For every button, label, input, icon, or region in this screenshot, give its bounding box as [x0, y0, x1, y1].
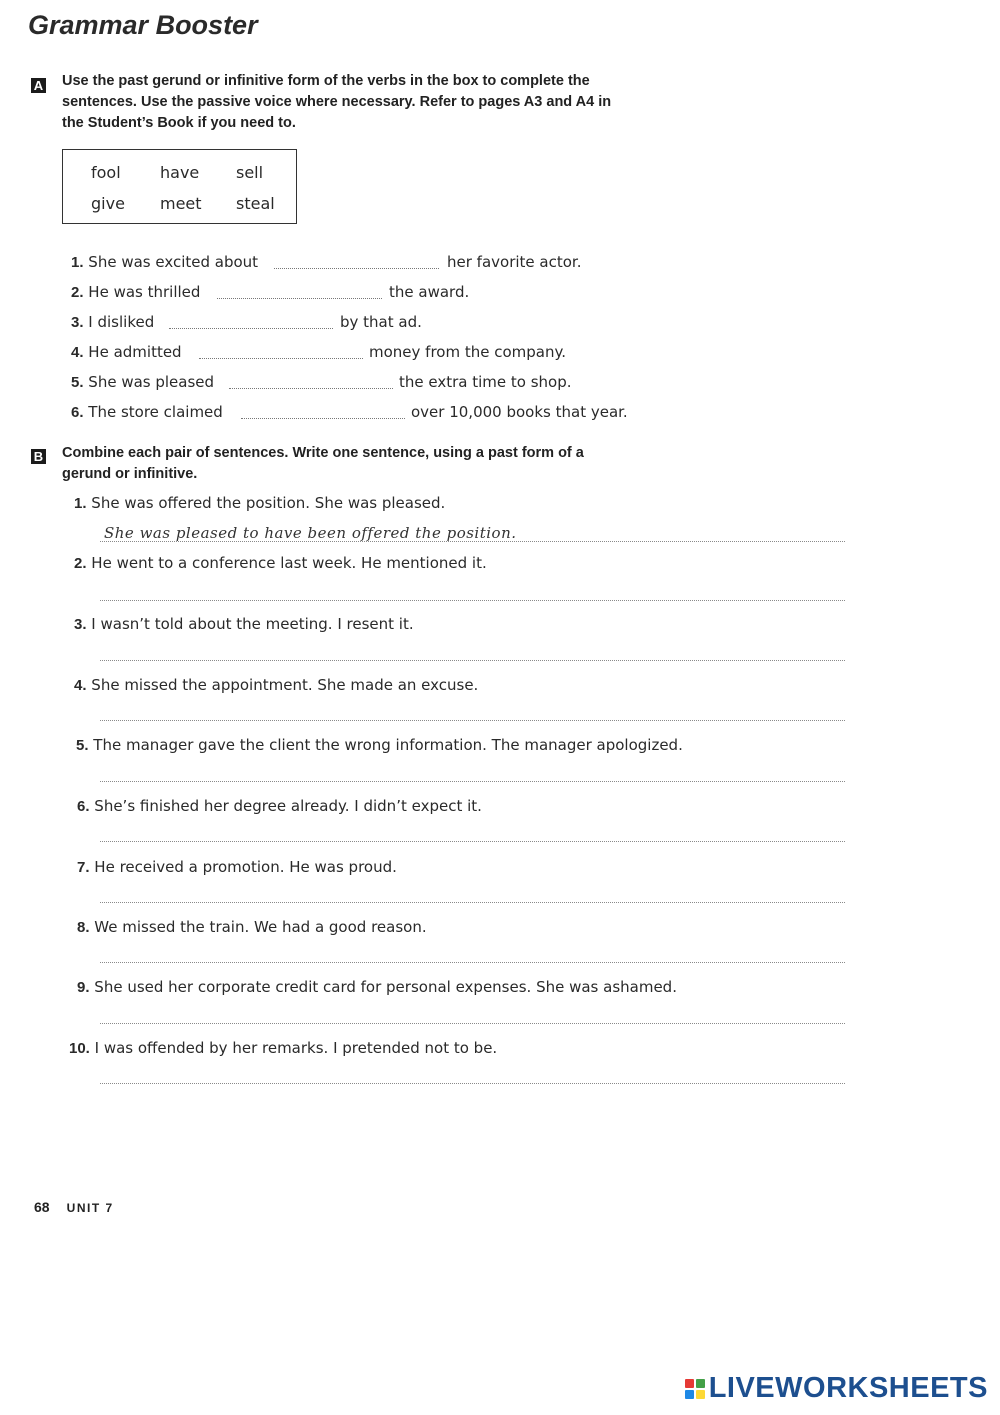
item-number: 6.: [71, 404, 84, 421]
exercise-b-item: [74, 615, 414, 633]
answer-line[interactable]: [100, 541, 845, 542]
instruction-line: gerund or infinitive.: [62, 466, 198, 482]
word-box-item: give: [91, 194, 125, 213]
section-a-instructions: [62, 71, 611, 134]
answer-line[interactable]: [100, 1083, 845, 1084]
item-text-after: the award.: [389, 283, 470, 301]
section-b-instructions: [62, 443, 584, 485]
page-footer: [34, 1197, 114, 1216]
answer-blank[interactable]: [169, 328, 333, 329]
item-text-before: He was thrilled: [88, 283, 201, 301]
item-prompt: She’s finished her degree already. I didn’t expect it.: [94, 797, 482, 815]
answer-blank[interactable]: [217, 298, 382, 299]
page-title: Grammar Booster: [28, 10, 258, 40]
word-box-item: fool: [91, 163, 121, 182]
exercise-b-item: [74, 676, 478, 694]
unit-label: UNIT 7: [66, 1201, 114, 1215]
section-b-marker: [31, 446, 46, 465]
answer-blank[interactable]: [274, 268, 439, 269]
answer-blank[interactable]: [241, 418, 405, 419]
section-a-marker: [31, 75, 46, 94]
item-number: 10.: [69, 1040, 90, 1057]
item-text-after: by that ad.: [340, 313, 422, 331]
exercise-b-item: [77, 858, 397, 876]
brand-name: LIVEWORKSHEETS: [708, 1372, 988, 1404]
answer-line[interactable]: [100, 841, 845, 842]
exercise-b-item: [74, 554, 487, 572]
section-b-letter: B: [31, 449, 46, 464]
item-number: 4.: [71, 344, 84, 361]
instruction-line: Use the past gerund or infinitive form of the verbs in the box to complete the: [62, 73, 590, 89]
item-text-before: She was pleased: [88, 373, 215, 391]
item-text-after: money from the company.: [369, 343, 566, 361]
item-number: 3.: [71, 314, 84, 331]
instruction-line: Combine each pair of sentences. Write one sentence, using a past form of a: [62, 445, 584, 461]
exercise-b-item: [74, 494, 445, 512]
exercise-a-item: [71, 373, 214, 391]
word-box-item: steal: [236, 194, 275, 213]
exercise-a-item: [71, 313, 154, 331]
item-number: 4.: [74, 677, 87, 694]
item-prompt: She missed the appointment. She made an excuse.: [91, 676, 479, 694]
exercise-a-item: [71, 343, 182, 361]
exercise-b-item: [77, 978, 677, 996]
item-number: 2.: [74, 555, 87, 572]
item-text-after: over 10,000 books that year.: [411, 403, 628, 421]
item-number: 8.: [77, 919, 90, 936]
item-text-before: The store claimed: [88, 403, 223, 421]
item-prompt: We missed the train. We had a good reason.: [94, 918, 427, 936]
instruction-line: the Student’s Book if you need to.: [62, 115, 296, 131]
answer-line[interactable]: [100, 781, 845, 782]
item-prompt: She used her corporate credit card for personal expenses. She was ashamed.: [94, 978, 677, 996]
exercise-a-item: [71, 283, 200, 301]
item-text-before: She was excited about: [88, 253, 259, 271]
liveworksheets-logo: [685, 1372, 988, 1405]
item-text-after: her favorite actor.: [447, 253, 582, 271]
item-text-before: I disliked: [88, 313, 155, 331]
word-box-item: meet: [160, 194, 202, 213]
item-number: 9.: [77, 979, 90, 996]
item-prompt: I was offended by her remarks. I pretended not to be.: [94, 1039, 498, 1057]
answer-line[interactable]: [100, 720, 845, 721]
item-text-after: the extra time to shop.: [399, 373, 572, 391]
item-prompt: He received a promotion. He was proud.: [94, 858, 397, 876]
answer-line[interactable]: [100, 902, 845, 903]
item-prompt: I wasn’t told about the meeting. I resent it.: [91, 615, 414, 633]
instruction-line: sentences. Use the passive voice where necessary. Refer to pages A3 and A4 in: [62, 94, 612, 110]
page-number: 68: [34, 1199, 50, 1215]
exercise-b-item: [77, 918, 427, 936]
word-box: [62, 149, 297, 224]
exercise-b-item: [77, 797, 482, 815]
answer-line[interactable]: [100, 962, 845, 963]
item-number: 2.: [71, 284, 84, 301]
word-box-item: sell: [236, 163, 264, 182]
item-number: 1.: [71, 254, 84, 271]
item-number: 6.: [77, 798, 90, 815]
exercise-b-item: [69, 1039, 497, 1057]
item-prompt: He went to a conference last week. He mentioned it.: [91, 554, 487, 572]
liveworksheets-icon: [685, 1379, 705, 1399]
section-a-letter: A: [31, 78, 46, 93]
answer-blank[interactable]: [199, 358, 363, 359]
exercise-a-item: [71, 403, 223, 421]
item-text-before: He admitted: [88, 343, 182, 361]
item-number: 7.: [77, 859, 90, 876]
word-box-item: have: [160, 163, 200, 182]
item-number: 5.: [76, 737, 89, 754]
item-number: 1.: [74, 495, 87, 512]
answer-line[interactable]: [100, 600, 845, 601]
item-prompt: She was offered the position. She was pleased.: [91, 494, 446, 512]
answer-line[interactable]: [100, 660, 845, 661]
item-prompt: The manager gave the client the wrong information. The manager apologized.: [93, 736, 683, 754]
answer-blank[interactable]: [229, 388, 393, 389]
answer-line[interactable]: [100, 1023, 845, 1024]
item-number: 5.: [71, 374, 84, 391]
answer-text: She was pleased to have been offered the position.: [104, 524, 517, 542]
exercise-b-item: [76, 736, 683, 754]
item-number: 3.: [74, 616, 87, 633]
exercise-a-item: [71, 253, 258, 271]
